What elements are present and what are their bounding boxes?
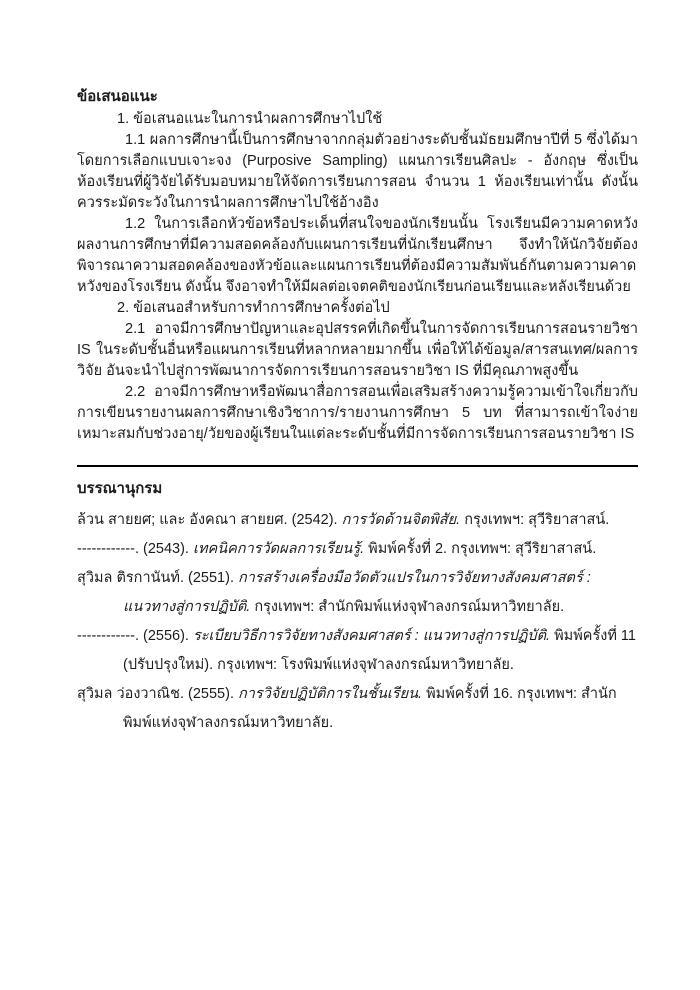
reference-title: การสร้างเครื่องมือวัดตัวแปรในการวิจัยทางสังคมศาสตร์ : แนวทางสู่การปฏิบัติ. [123,570,591,615]
reference-publisher: กรุงเทพฯ: สำนักพิมพ์แห่งจุฬาลงกรณ์มหาวิทยาลัย. [250,599,565,615]
recommendation-item-2-2: 2.2 อาจมีการศึกษาหรือพัฒนาสื่อการสอนเพื่อเสริมสร้างความรู้ความเข้าใจเกี่ยวกับการเขียนรายงานผลการศึกษาเชิงวิชาการ/รายงานการศึกษา 5 บท ที่สามารถเข้าใจง่าย เหมาะสมกับช่วงอายุ/วัยของผู้เรียนในแต่ละระดับชั้นที่มีการจัดการเรียนการสอนรายวิชา IS [77,384,638,442]
recommendations-heading: ข้อเสนอแนะ [77,88,158,105]
reference-publisher: กรุงเทพฯ: สุวีริยาสาสน์. [460,512,610,528]
section-divider-rule [77,465,638,467]
reference-author-year: สุวิมล ติรกานันท์. (2551). [77,570,239,586]
reference-author-year: สุวิมล ว่องวาณิช. (2555). [77,686,239,702]
recommendation-item-1-2: 1.2 ในการเลือกหัวข้อหรือประเด็นที่สนใจของนักเรียนนั้น โรงเรียนมีความคาดหวังผลงานการศึกษาที่มีความสอดคล้องกับแผนการเรียนที่นักเรียนศึกษา จึงทำให้นักวิจัยต้องพิจารณาความสอดคล้องของหัวข้อและแผนการเรียนที่ต้องมีความสัมพันธ์กันตามความคาดหวังของโรงเรียน ดังนั้น จึงอาจทำให้มีผลต่อเจตคติของนักเรียนก่อนเรียนและหลังเรียนด้วย [77,216,638,295]
bibliography-entry [77,680,638,738]
bibliography-section [77,478,638,738]
reference-author-year: ------------. (2543). [77,541,193,557]
reference-publisher: พิมพ์ครั้งที่ 2. กรุงเทพฯ: สุวีริยาสาสน์. [364,541,597,557]
bibliography-heading: บรรณานุกรม [77,480,163,497]
reference-publisher: พิมพ์ครั้งที่ 16. กรุงเทพฯ: สำนักพิมพ์แห่งจุฬาลงกรณ์มหาวิทยาลัย. [123,686,617,731]
reference-title: การวิจัยปฏิบัติการในชั้นเรียน. [238,686,423,702]
reference-author-year: ล้วน สายยศ; และ อังคณา สายยศ. (2542). [77,512,342,528]
recommendation-item-2-1: 2.1 อาจมีการศึกษาปัญหาและอุปสรรคที่เกิดขึ้นในการจัดการเรียนการสอนรายวิชา IS ในระดับชั้นอื่นหรือแผนการเรียนที่หลากหลายมากขึ้น เพื่อให้ได้ข้อมูล/สารสนเทศ/ผลการวิจัย อันจะนำไปสู่การพัฒนาการจัดการเรียนการสอนรายวิชา IS ที่มีคุณภาพสูงขึ้น [77,321,638,379]
bibliography-entry [77,535,638,564]
reference-title: เทคนิคการวัดผลการเรียนรู้. [192,541,365,557]
reference-title: การวัดด้านจิตพิสัย. [341,512,461,528]
bibliography-entry [77,622,638,680]
recommendation-item-2: 2. ข้อเสนอสำหรับการทำการศึกษาครั้งต่อไป [117,300,390,316]
recommendations-section [77,86,638,445]
reference-title: ระเบียบวิธีการวิจัยทางสังคมศาสตร์ : แนวทางสู่การปฏิบัติ. [192,628,551,644]
reference-publisher: พิมพ์ครั้งที่ 11 (ปรับปรุงใหม่). กรุงเทพฯ: โรงพิมพ์แห่งจุฬาลงกรณ์มหาวิทยาลัย. [123,628,636,673]
bibliography-entry [77,506,638,535]
recommendation-item-1: 1. ข้อเสนอแนะในการนำผลการศึกษาไปใช้ [117,111,383,127]
reference-author-year: ------------. (2556). [77,628,193,644]
bibliography-entry [77,564,638,622]
recommendation-item-1-1: 1.1 ผลการศึกษานี้เป็นการศึกษาจากกลุ่มตัวอย่างระดับชั้นมัธยมศึกษาปีที่ 5 ซึ่งได้มาโดยการเลือกแบบเจาะจง (Purposive Sampling) แผนการเรียนศิลปะ - อังกฤษ ซึ่งเป็นห้องเรียนที่ผู้วิจัยได้รับมอบหมายให้จัดการเรียนการสอน จำนวน 1 ห้องเรียนเท่านั้น ดังนั้น ควรระมัดระวังในการนำผลการศึกษาไปใช้อ้างอิง [77,132,638,211]
